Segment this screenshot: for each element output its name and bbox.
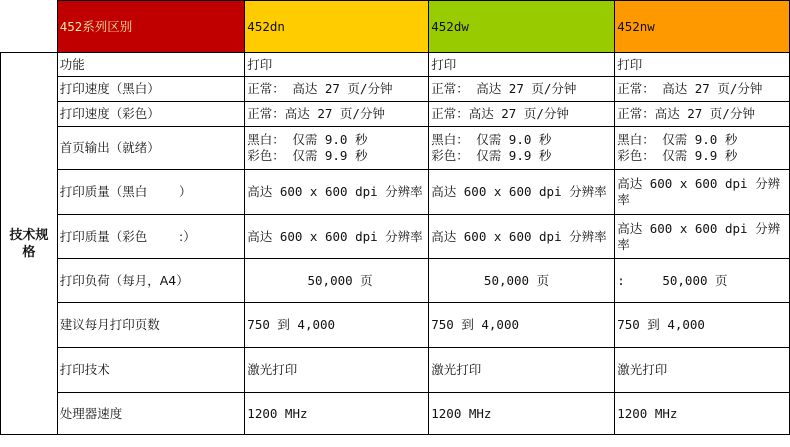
row-label: 打印质量（黑白 ） <box>57 170 245 215</box>
cell-line: 黑白： 仅需 9.0 秒 <box>617 132 738 147</box>
table-cell: : 50,000 页 <box>615 259 790 303</box>
cell-line: 黑白： 仅需 9.0 秒 <box>431 132 552 147</box>
table-row <box>1 77 790 102</box>
table-cell: 激光打印 <box>245 348 429 393</box>
table-cell: 高达 600 x 600 dpi 分辨率 <box>615 170 790 215</box>
cell-line: 黑白： 仅需 9.0 秒 <box>247 132 368 147</box>
table-row <box>1 53 790 77</box>
header-row <box>1 1 790 53</box>
table-cell: 打印 <box>429 53 615 77</box>
model-452dn-header: 452dn <box>245 1 429 53</box>
table-cell: 1200 MHz <box>615 393 790 435</box>
model-452dw-header: 452dw <box>429 1 615 53</box>
cell-line: 彩色： 仅需 9.9 秒 <box>247 148 368 163</box>
row-label: 建议每月打印页数 <box>57 303 245 348</box>
table-cell: 正常：高达 27 页/分钟 <box>429 102 615 127</box>
series-title-cell: 452系列区别 <box>57 1 245 53</box>
table-row <box>1 170 790 215</box>
table-row <box>1 259 790 303</box>
model-452nw-header: 452nw <box>615 1 790 53</box>
table-cell: 打印 <box>245 53 429 77</box>
table-row <box>1 215 790 259</box>
row-label: 打印速度（彩色） <box>57 102 245 127</box>
table-cell: 正常：高达 27 页/分钟 <box>245 102 429 127</box>
table-row <box>1 348 790 393</box>
table-cell: 50,000 页 <box>245 259 429 303</box>
table-cell: 正常：高达 27 页/分钟 <box>615 102 790 127</box>
row-label: 功能 <box>57 53 245 77</box>
table-cell: 正常： 高达 27 页/分钟 <box>615 77 790 102</box>
row-label: 打印速度（黑白） <box>57 77 245 102</box>
table-cell: 高达 600 x 600 dpi 分辨率 <box>429 170 615 215</box>
table-cell: 1200 MHz <box>429 393 615 435</box>
table-row <box>1 102 790 127</box>
table-cell: 高达 600 x 600 dpi 分辨率 <box>615 215 790 259</box>
table-cell <box>429 127 615 170</box>
table-cell <box>615 127 790 170</box>
table-cell: 750 到 4,000 <box>245 303 429 348</box>
table-cell: 打印 <box>615 53 790 77</box>
table-cell: 50,000 页 <box>429 259 615 303</box>
table-cell: 1200 MHz <box>245 393 429 435</box>
row-label: 打印质量（彩色 :） <box>57 215 245 259</box>
table-cell: 高达 600 x 600 dpi 分辨率 <box>245 215 429 259</box>
table-cell <box>245 127 429 170</box>
table-cell: 750 到 4,000 <box>615 303 790 348</box>
table-cell: 激光打印 <box>615 348 790 393</box>
table-row <box>1 393 790 435</box>
table-cell: 正常： 高达 27 页/分钟 <box>429 77 615 102</box>
table-cell: 高达 600 x 600 dpi 分辨率 <box>245 170 429 215</box>
table-row <box>1 127 790 170</box>
cell-line: 彩色： 仅需 9.9 秒 <box>617 148 738 163</box>
table-cell: 高达 600 x 600 dpi 分辨率 <box>429 215 615 259</box>
corner-cell <box>1 1 58 53</box>
row-label: 处理器速度 <box>57 393 245 435</box>
cell-line: 彩色： 仅需 9.9 秒 <box>431 148 552 163</box>
section-label: 技术规格 <box>1 53 58 435</box>
table-cell: 正常： 高达 27 页/分钟 <box>245 77 429 102</box>
table-cell: 激光打印 <box>429 348 615 393</box>
table-cell: 750 到 4,000 <box>429 303 615 348</box>
row-label: 打印负荷（每月，A4） <box>57 259 245 303</box>
row-label: 首页输出（就绪） <box>57 127 245 170</box>
row-label: 打印技术 <box>57 348 245 393</box>
table-row <box>1 303 790 348</box>
